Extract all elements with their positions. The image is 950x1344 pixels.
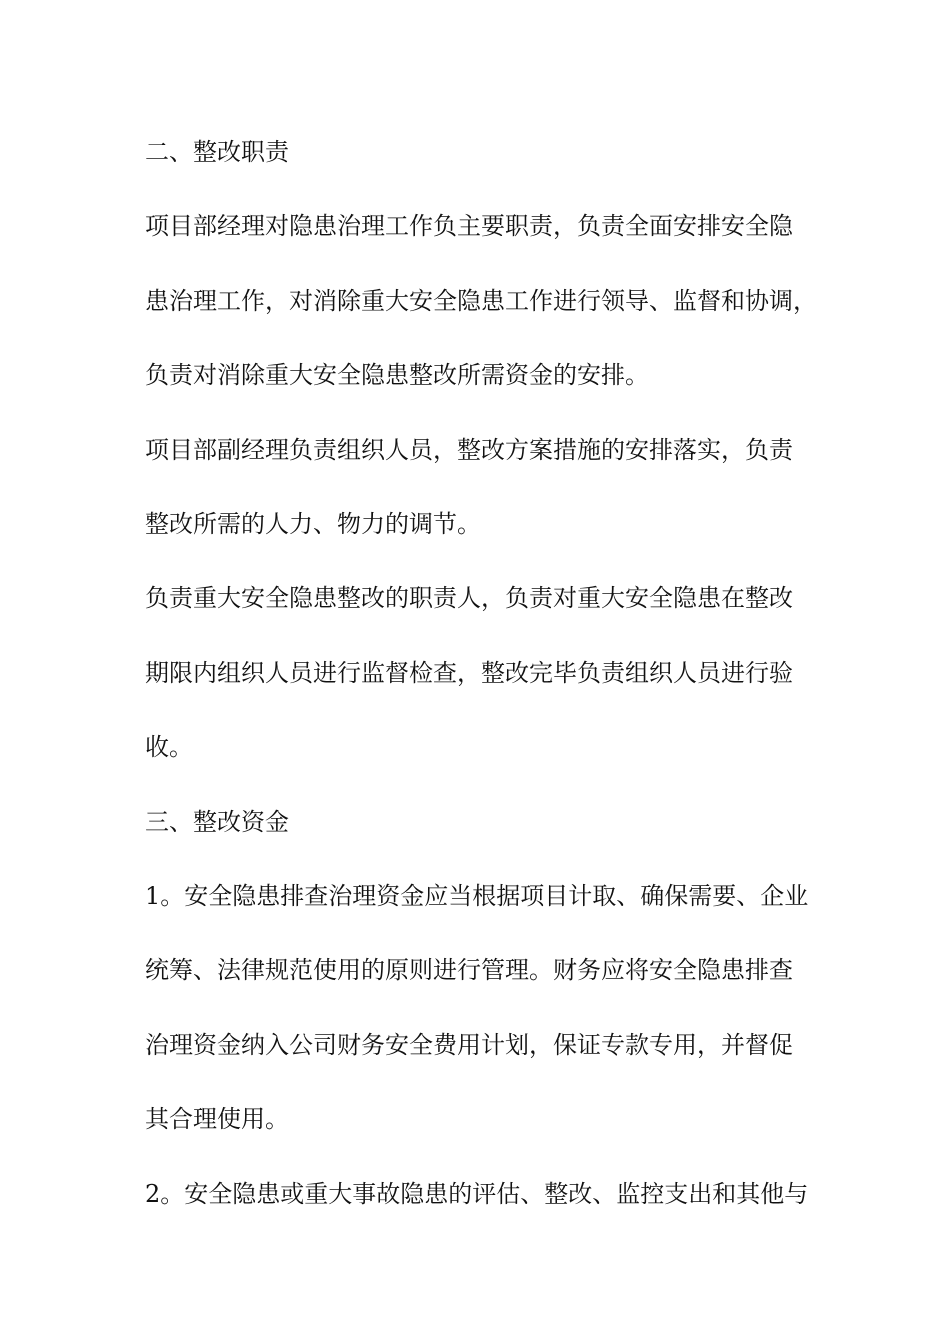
paragraph-line: 2。安全隐患或重大事故隐患的评估、整改、监控支出和其他与 xyxy=(145,1180,809,1208)
paragraph-line: 整改所需的人力、物力的调节。 xyxy=(145,510,481,538)
paragraph-line: 1。安全隐患排查治理资金应当根据项目计取、确保需要、企业 xyxy=(145,882,809,910)
section-heading-funding: 三、整改资金 xyxy=(145,808,289,836)
paragraph-line: 统筹、法律规范使用的原则进行管理。财务应将安全隐患排查 xyxy=(145,956,793,984)
paragraph-line: 项目部经理对隐患治理工作负主要职责，负责全面安排安全隐 xyxy=(145,212,793,240)
paragraph-line: 负责重大安全隐患整改的职责人，负责对重大安全隐患在整改 xyxy=(145,584,793,612)
paragraph-line: 治理资金纳入公司财务安全费用计划，保证专款专用，并督促 xyxy=(145,1031,793,1059)
paragraph-line: 收。 xyxy=(145,733,193,761)
paragraph-line: 其合理使用。 xyxy=(145,1105,289,1133)
paragraph-line: 期限内组织人员进行监督检查，整改完毕负责组织人员进行验 xyxy=(145,659,793,687)
paragraph-line: 项目部副经理负责组织人员，整改方案措施的安排落实，负责 xyxy=(145,436,793,464)
section-heading-responsibilities: 二、整改职责 xyxy=(145,138,289,166)
paragraph-line: 负责对消除重大安全隐患整改所需资金的安排。 xyxy=(145,361,649,389)
paragraph-line: 患治理工作，对消除重大安全隐患工作进行领导、监督和协调， xyxy=(145,287,817,315)
